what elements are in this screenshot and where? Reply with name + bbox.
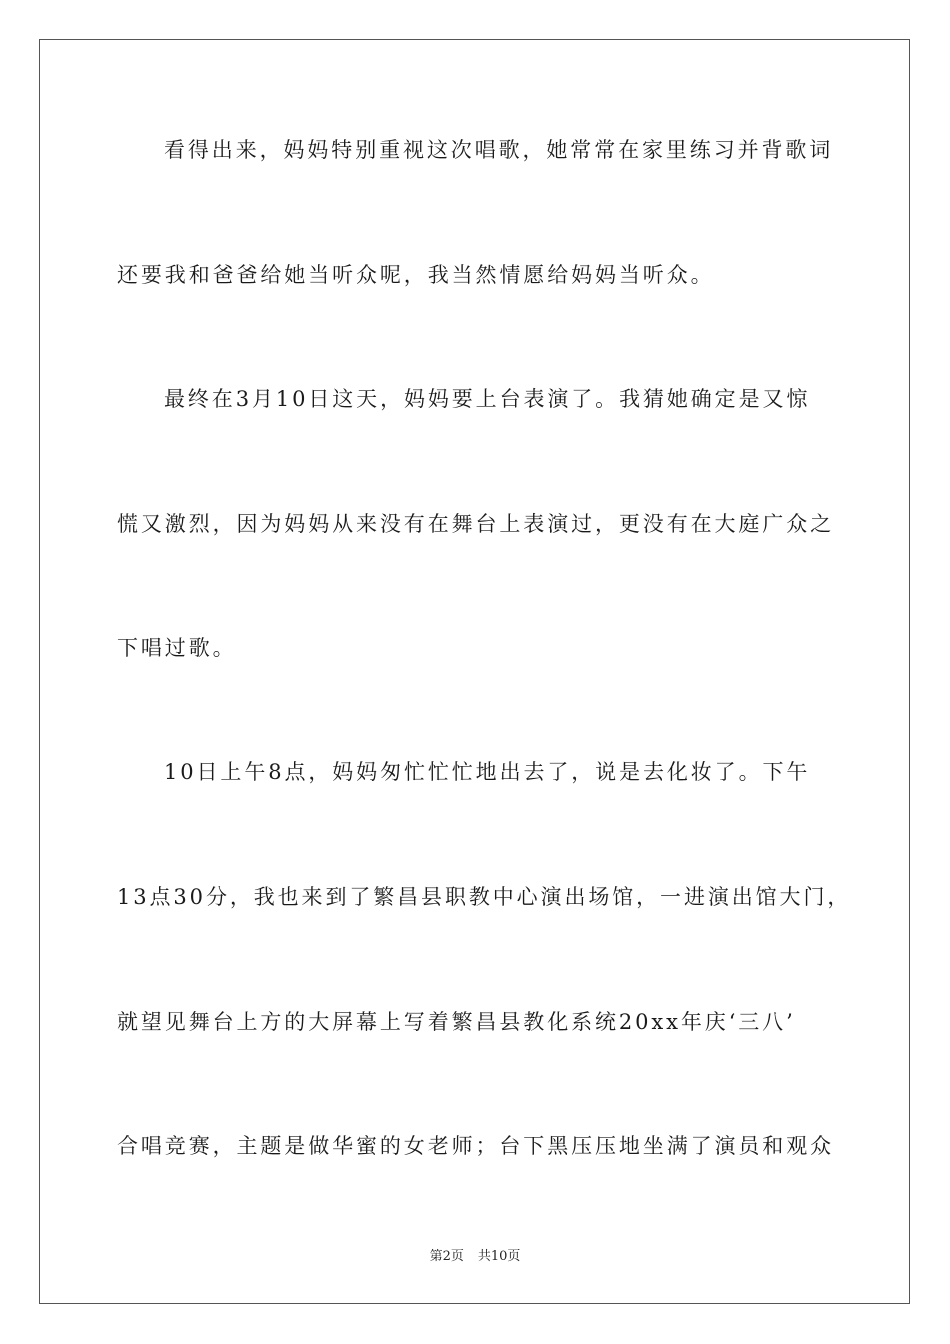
paragraph-line: 10日上午8点，妈妈匆忙忙忙地出去了，说是去化妆了。下午 — [164, 760, 811, 784]
page-number-current: 第2页 — [429, 1249, 464, 1264]
paragraph-line: 就望见舞台上方的大屏幕上写着繁昌县教化系统20xx年庆‘三八’ — [117, 1010, 796, 1034]
page-border — [39, 39, 910, 1304]
page-footer — [0, 1248, 950, 1266]
paragraph-line: 下唱过歌。 — [117, 636, 237, 660]
paragraph-line: 合唱竞赛，主题是做华蜜的女老师；台下黑压压地坐满了演员和观众 — [117, 1134, 834, 1158]
paragraph-line: 还要我和爸爸给她当听众呢，我当然情愿给妈妈当听众。 — [117, 263, 715, 287]
paragraph-line: 看得出来，妈妈特别重视这次唱歌，她常常在家里练习并背歌词 — [164, 138, 834, 162]
paragraph-line: 慌又激烈，因为妈妈从来没有在舞台上表演过，更没有在大庭广众之 — [117, 512, 834, 536]
paragraph-line: 13点30分，我也来到了繁昌县职教中心演出场馆，一进演出馆大门， — [117, 885, 852, 909]
paragraph-line: 最终在3月10日这天，妈妈要上台表演了。我猜她确定是又惊 — [164, 387, 811, 411]
page-number-total: 共10页 — [477, 1249, 521, 1264]
